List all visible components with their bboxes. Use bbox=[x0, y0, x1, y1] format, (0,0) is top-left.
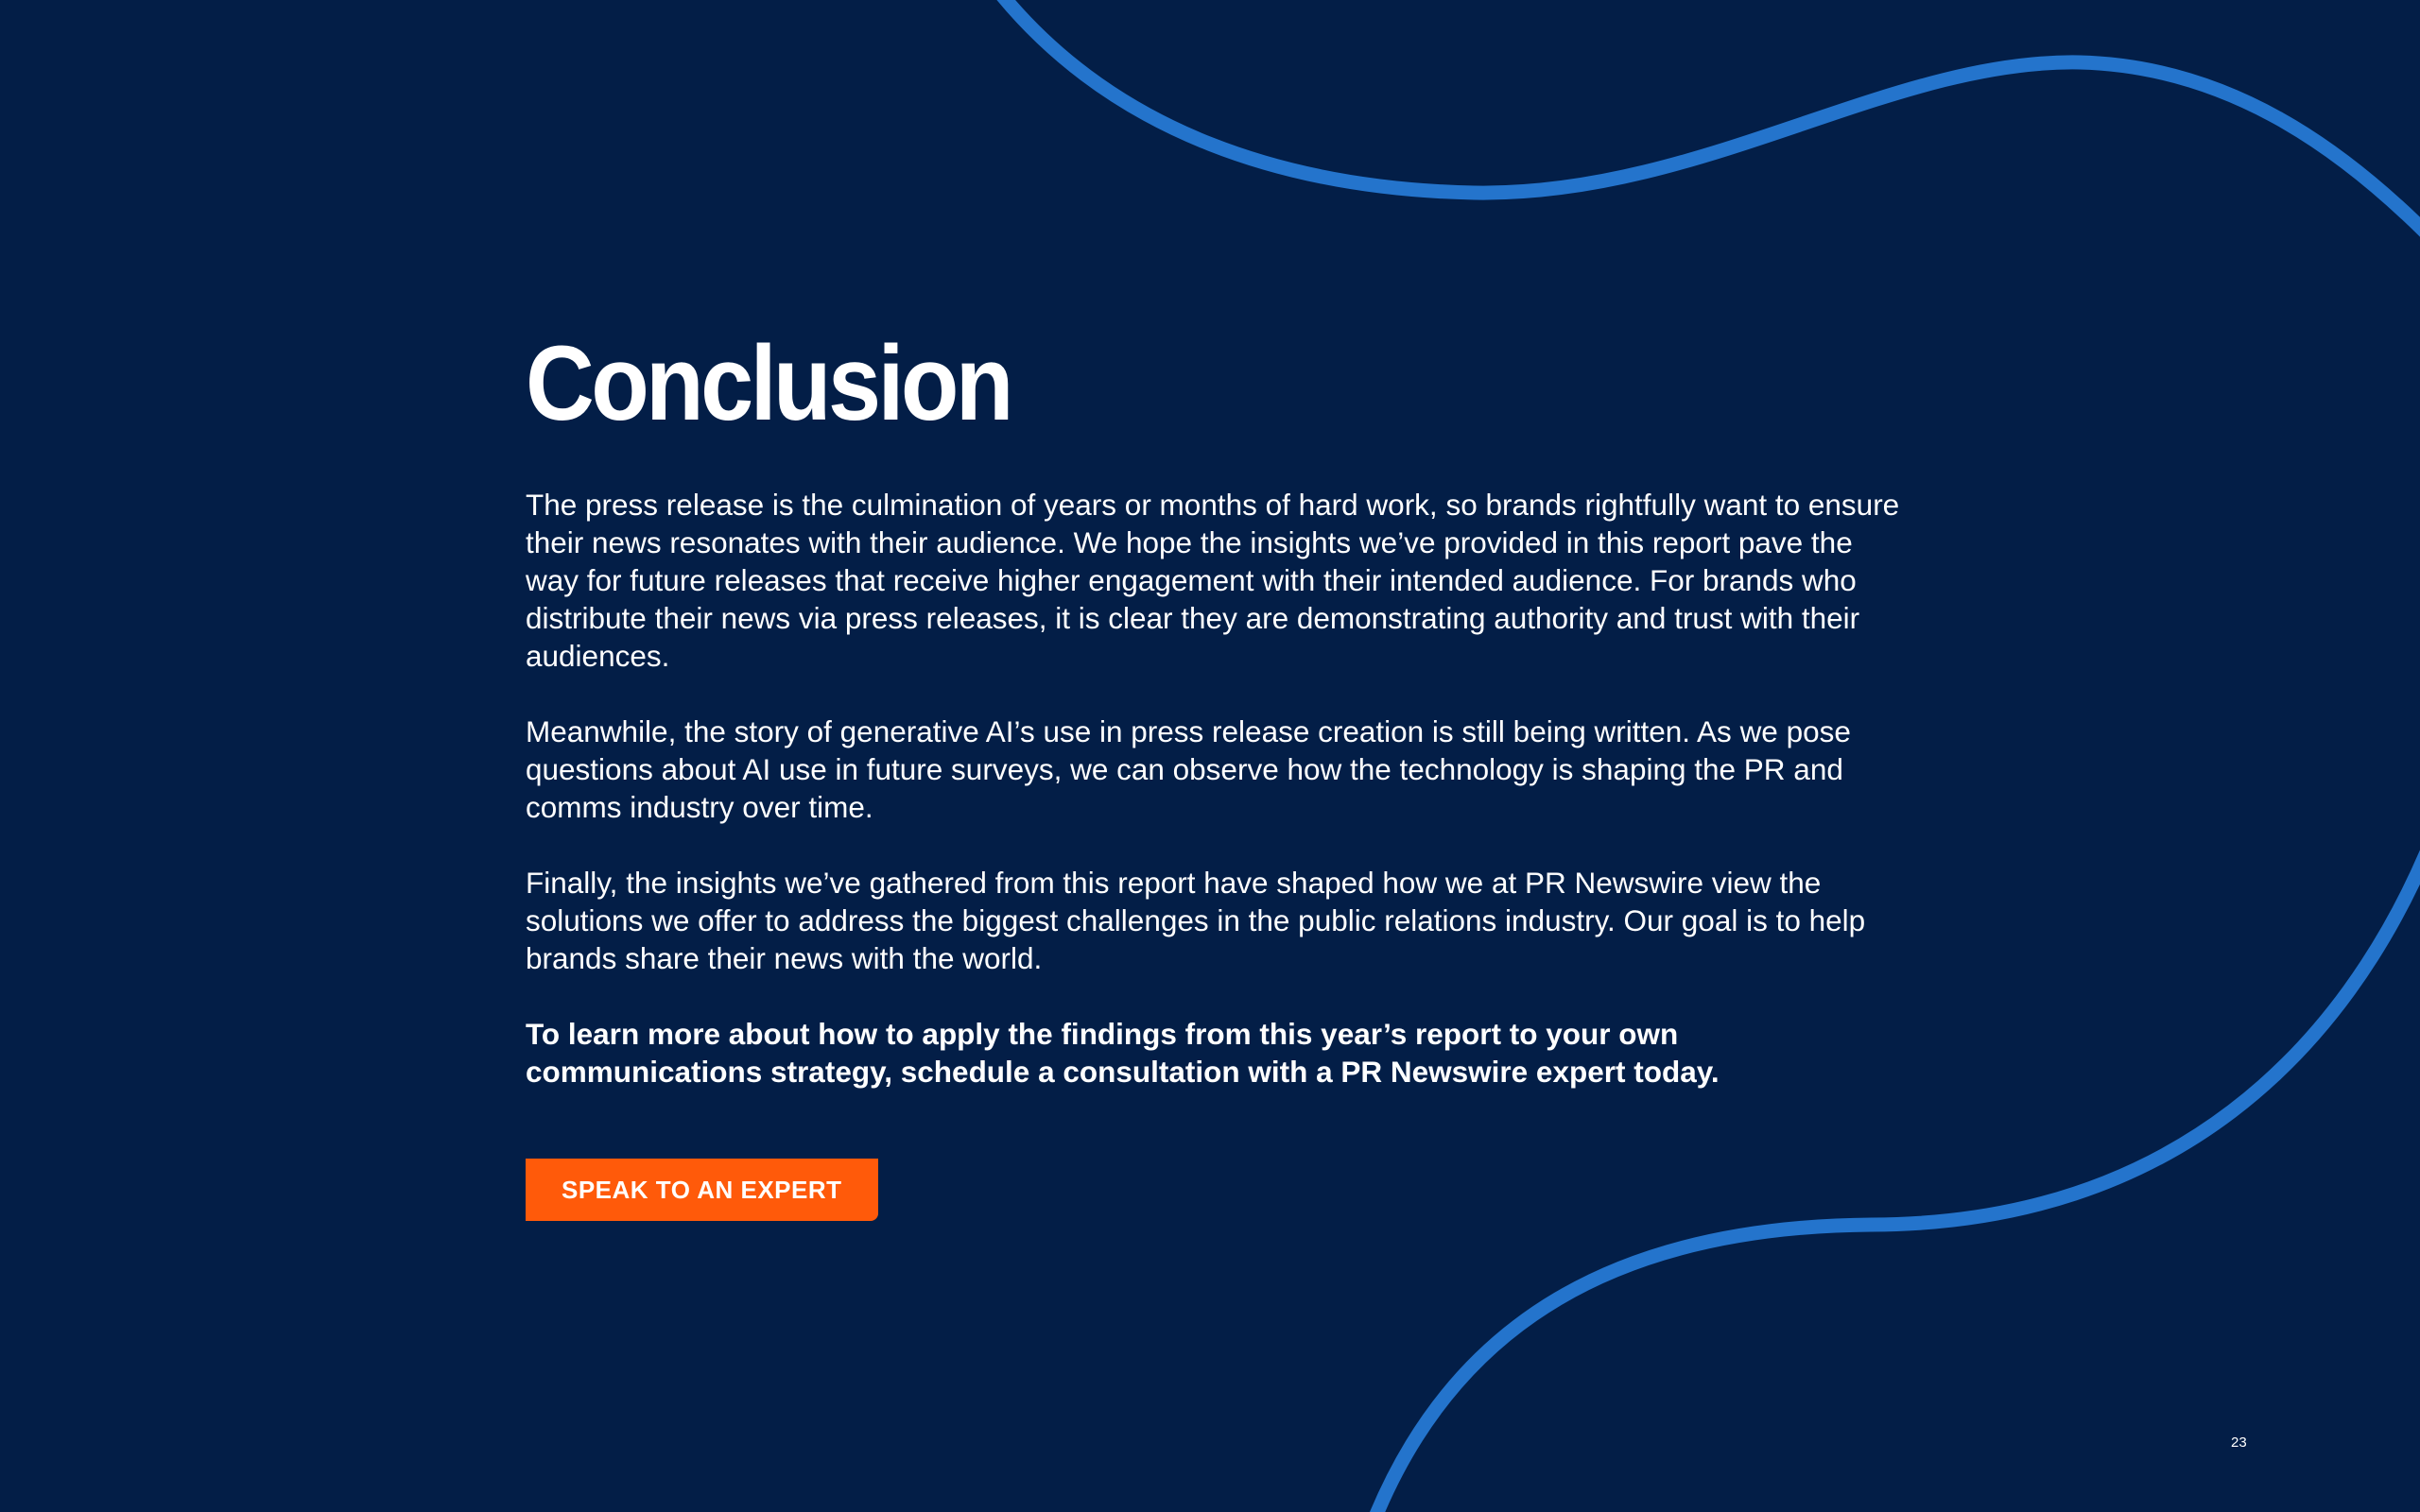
paragraph-2: Meanwhile, the story of generative AI’s use in press release creation is still being written. As we pose questions about AI use in future surveys, we can observe how the technology is shaping the PR and comms industry over time. bbox=[526, 714, 1851, 824]
paragraph-1: The press release is the culmination of years or months of hard work, so brands rightfully want to ensure their news resonates with their audience. We hope the insights we’ve provided in this report pave the way for future releases that receive higher engagement with their intended audience. For brands who distribute their news via press releases, it is clear they are demonstrating authority and trust with their audiences. bbox=[526, 488, 1900, 673]
page-title: Conclusion bbox=[526, 324, 1011, 442]
cta-text: To learn more about how to apply the findings from this year’s report to your own communications strategy, schedule a consultation with a PR Newswire expert today. bbox=[526, 1017, 1720, 1089]
top-curve bbox=[1002, 0, 2420, 236]
page-number: 23 bbox=[2231, 1435, 2247, 1451]
paragraph-3: Finally, the insights we’ve gathered from this report have shaped how we at PR Newswire view the solutions we offer to address the biggest challenges in the public relations industry. Our goal is to help brands share their news with the world. bbox=[526, 866, 1866, 975]
body-text bbox=[526, 486, 1906, 1091]
speak-to-expert-button[interactable]: SPEAK TO AN EXPERT bbox=[526, 1159, 878, 1221]
conclusion-section bbox=[526, 324, 1906, 1221]
